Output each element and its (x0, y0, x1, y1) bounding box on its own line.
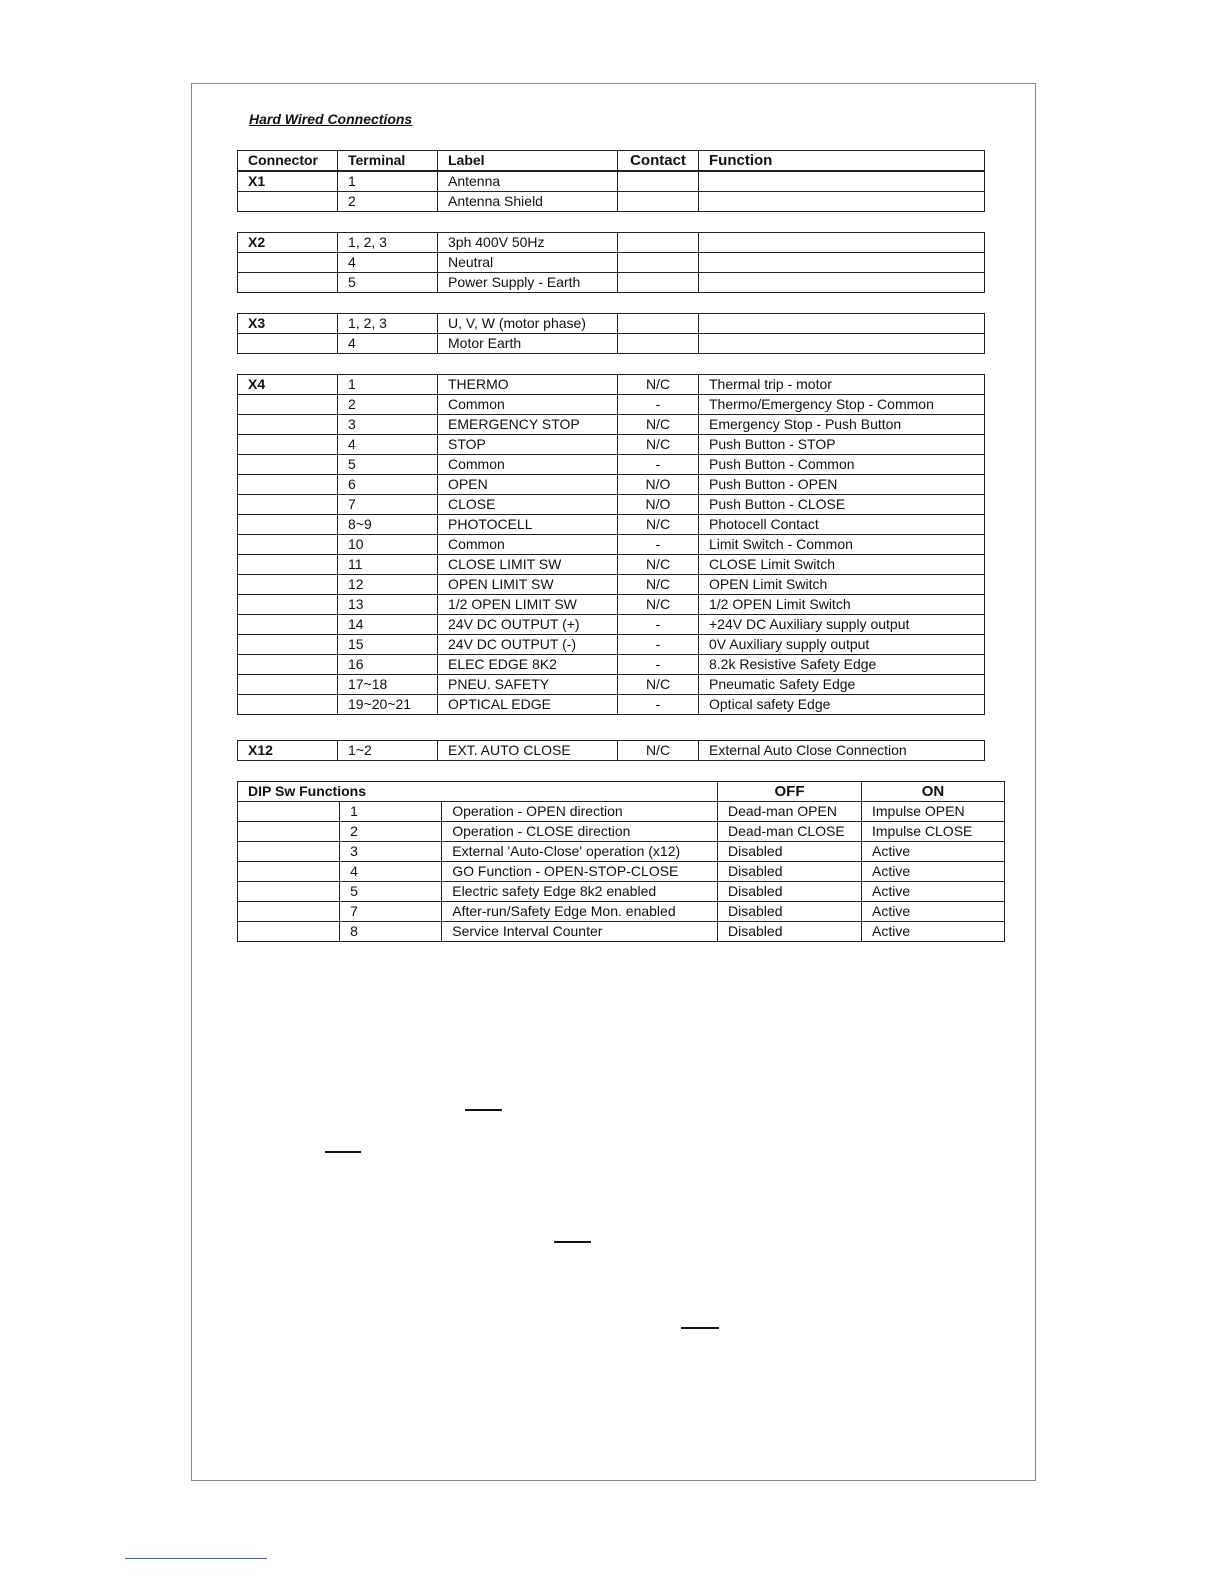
contact-cell: N/C (618, 415, 699, 435)
dip-blank-cell (238, 902, 340, 922)
contact-cell: N/C (618, 555, 699, 575)
contact-cell: - (618, 695, 699, 715)
dip-function-cell: GO Function - OPEN-STOP-CLOSE (442, 862, 718, 882)
contact-cell: N/C (618, 595, 699, 615)
dip-on-header: ON (862, 782, 1005, 802)
function-cell: Push Button - Common (699, 455, 985, 475)
x1-table (237, 171, 985, 212)
dip-on-cell: Active (862, 842, 1005, 862)
header-connector: Connector (238, 151, 338, 171)
dip-off-cell: Disabled (718, 902, 862, 922)
table-row (238, 822, 1005, 842)
terminal-cell: 1, 2, 3 (338, 233, 438, 253)
contact-cell (618, 273, 699, 293)
terminal-cell: 5 (338, 455, 438, 475)
connector-cell (238, 575, 338, 595)
function-cell: CLOSE Limit Switch (699, 555, 985, 575)
table-row (238, 435, 985, 455)
label-cell: 3ph 400V 50Hz (438, 233, 618, 253)
header-function: Function (699, 151, 985, 171)
dip-function-cell: Operation - CLOSE direction (442, 822, 718, 842)
terminal-cell: 4 (338, 334, 438, 354)
terminal-cell: 1, 2, 3 (338, 314, 438, 334)
contact-cell: - (618, 535, 699, 555)
document-title: Hard Wired Connections (249, 111, 413, 127)
connector-cell: X3 (238, 314, 338, 334)
dip-switch-cell: 3 (340, 842, 442, 862)
connector-cell: X1 (238, 172, 338, 192)
dip-on-cell: Impulse CLOSE (862, 822, 1005, 842)
table-row (238, 575, 985, 595)
contact-cell: - (618, 635, 699, 655)
label-cell: Common (438, 395, 618, 415)
contact-cell: N/C (618, 741, 699, 761)
table-row (238, 902, 1005, 922)
dip-off-header: OFF (718, 782, 862, 802)
function-cell: Push Button - CLOSE (699, 495, 985, 515)
terminal-cell: 12 (338, 575, 438, 595)
connector-cell (238, 435, 338, 455)
dip-on-cell: Active (862, 882, 1005, 902)
function-cell: Thermal trip - motor (699, 375, 985, 395)
dip-off-cell: Disabled (718, 862, 862, 882)
terminal-cell: 6 (338, 475, 438, 495)
table-row (238, 862, 1005, 882)
table-row (238, 741, 985, 761)
dip-switch-cell: 2 (340, 822, 442, 842)
function-cell: 0V Auxiliary supply output (699, 635, 985, 655)
function-cell (699, 334, 985, 354)
x2-table (237, 232, 985, 293)
label-cell: 1/2 OPEN LIMIT SW (438, 595, 618, 615)
dip-blank-cell (238, 842, 340, 862)
contact-cell: - (618, 615, 699, 635)
connector-cell (238, 595, 338, 615)
table-row (238, 842, 1005, 862)
table-row (238, 415, 985, 435)
contact-cell (618, 253, 699, 273)
table-row (238, 595, 985, 615)
contact-cell: N/C (618, 435, 699, 455)
dip-on-cell: Active (862, 902, 1005, 922)
header-terminal: Terminal (338, 151, 438, 171)
dip-blank-cell (238, 822, 340, 842)
connector-cell: X2 (238, 233, 338, 253)
terminal-cell: 7 (338, 495, 438, 515)
connector-cell (238, 555, 338, 575)
terminal-cell: 2 (338, 192, 438, 212)
dip-blank-cell (238, 862, 340, 882)
function-cell (699, 253, 985, 273)
header-contact: Contact (618, 151, 699, 171)
connector-cell: X4 (238, 375, 338, 395)
overline-mark (325, 1151, 361, 1153)
dip-header-row (238, 782, 1005, 802)
function-cell: Photocell Contact (699, 515, 985, 535)
table-row (238, 172, 985, 192)
dip-blank-cell (238, 882, 340, 902)
table-row (238, 273, 985, 293)
contact-cell (618, 192, 699, 212)
dip-function-cell: External 'Auto-Close' operation (x12) (442, 842, 718, 862)
dip-blank-cell (238, 802, 340, 822)
table-row (238, 455, 985, 475)
dip-function-cell: Electric safety Edge 8k2 enabled (442, 882, 718, 902)
header-table (237, 150, 985, 171)
connector-cell (238, 273, 338, 293)
label-cell: 24V DC OUTPUT (-) (438, 635, 618, 655)
connector-cell (238, 635, 338, 655)
connector-cell (238, 415, 338, 435)
terminal-cell: 5 (338, 273, 438, 293)
dip-on-cell: Impulse OPEN (862, 802, 1005, 822)
function-cell (699, 172, 985, 192)
connector-cell (238, 495, 338, 515)
label-cell: OPTICAL EDGE (438, 695, 618, 715)
table-row (238, 233, 985, 253)
function-cell (699, 192, 985, 212)
dip-function-cell: Operation - OPEN direction (442, 802, 718, 822)
dip-off-cell: Disabled (718, 922, 862, 942)
dip-switch-cell: 8 (340, 922, 442, 942)
contact-cell: N/C (618, 675, 699, 695)
dip-table (237, 781, 1005, 942)
table-row (238, 192, 985, 212)
terminal-cell: 3 (338, 415, 438, 435)
terminal-cell: 15 (338, 635, 438, 655)
table-row (238, 475, 985, 495)
terminal-cell: 2 (338, 395, 438, 415)
function-cell: Pneumatic Safety Edge (699, 675, 985, 695)
function-cell: Push Button - OPEN (699, 475, 985, 495)
overline-mark (554, 1241, 591, 1243)
contact-cell (618, 334, 699, 354)
terminal-cell: 4 (338, 435, 438, 455)
contact-cell: N/O (618, 495, 699, 515)
terminal-cell: 14 (338, 615, 438, 635)
connector-cell (238, 655, 338, 675)
label-cell: Power Supply - Earth (438, 273, 618, 293)
dip-function-cell: Service Interval Counter (442, 922, 718, 942)
table-row (238, 395, 985, 415)
terminal-cell: 16 (338, 655, 438, 675)
terminal-cell: 1 (338, 375, 438, 395)
overline-mark (681, 1327, 719, 1329)
dip-off-cell: Dead-man CLOSE (718, 822, 862, 842)
connector-cell (238, 334, 338, 354)
label-cell: U, V, W (motor phase) (438, 314, 618, 334)
terminal-cell: 17~18 (338, 675, 438, 695)
dip-function-cell: After-run/Safety Edge Mon. enabled (442, 902, 718, 922)
connector-cell (238, 675, 338, 695)
contact-cell (618, 314, 699, 334)
dip-on-cell: Active (862, 922, 1005, 942)
dip-blank-cell (238, 922, 340, 942)
contact-cell: - (618, 455, 699, 475)
connector-cell (238, 615, 338, 635)
label-cell: Motor Earth (438, 334, 618, 354)
terminal-cell: 19~20~21 (338, 695, 438, 715)
function-cell: OPEN Limit Switch (699, 575, 985, 595)
label-cell: CLOSE (438, 495, 618, 515)
table-row (238, 495, 985, 515)
contact-cell: N/O (618, 475, 699, 495)
connector-cell (238, 535, 338, 555)
connector-cell (238, 253, 338, 273)
label-cell: Common (438, 535, 618, 555)
table-row (238, 535, 985, 555)
contact-cell (618, 172, 699, 192)
function-cell (699, 273, 985, 293)
label-cell: PHOTOCELL (438, 515, 618, 535)
overline-mark (465, 1109, 502, 1111)
label-cell: Common (438, 455, 618, 475)
function-cell: Push Button - STOP (699, 435, 985, 455)
function-cell: Limit Switch - Common (699, 535, 985, 555)
function-cell: Thermo/Emergency Stop - Common (699, 395, 985, 415)
table-row (238, 802, 1005, 822)
dip-header: DIP Sw Functions (238, 782, 718, 802)
connector-cell (238, 695, 338, 715)
dip-off-cell: Disabled (718, 842, 862, 862)
terminal-cell: 8~9 (338, 515, 438, 535)
label-cell: ELEC EDGE 8K2 (438, 655, 618, 675)
label-cell: Antenna (438, 172, 618, 192)
table-row (238, 253, 985, 273)
terminal-cell: 11 (338, 555, 438, 575)
label-cell: 24V DC OUTPUT (+) (438, 615, 618, 635)
label-cell: Neutral (438, 253, 618, 273)
label-cell: PNEU. SAFETY (438, 675, 618, 695)
dip-switch-cell: 5 (340, 882, 442, 902)
dip-off-cell: Dead-man OPEN (718, 802, 862, 822)
function-cell: External Auto Close Connection (699, 741, 985, 761)
dip-switch-cell: 1 (340, 802, 442, 822)
label-cell: EMERGENCY STOP (438, 415, 618, 435)
terminal-cell: 13 (338, 595, 438, 615)
connector-cell (238, 455, 338, 475)
label-cell: THERMO (438, 375, 618, 395)
table-row (238, 515, 985, 535)
label-cell: OPEN (438, 475, 618, 495)
function-cell: Optical safety Edge (699, 695, 985, 715)
label-cell: Antenna Shield (438, 192, 618, 212)
connector-cell (238, 395, 338, 415)
connector-cell (238, 475, 338, 495)
x3-table (237, 313, 985, 354)
function-cell: +24V DC Auxiliary supply output (699, 615, 985, 635)
header-row (238, 151, 985, 171)
terminal-cell: 4 (338, 253, 438, 273)
table-row (238, 615, 985, 635)
connector-cell (238, 192, 338, 212)
dip-switch-cell: 4 (340, 862, 442, 882)
terminal-cell: 10 (338, 535, 438, 555)
contact-cell (618, 233, 699, 253)
contact-cell: N/C (618, 575, 699, 595)
contact-cell: N/C (618, 375, 699, 395)
x12-table (237, 740, 985, 761)
table-row (238, 555, 985, 575)
label-cell: STOP (438, 435, 618, 455)
footer-rule (125, 1558, 267, 1559)
x4-table (237, 374, 985, 715)
label-cell: CLOSE LIMIT SW (438, 555, 618, 575)
table-row (238, 314, 985, 334)
dip-switch-cell: 7 (340, 902, 442, 922)
table-row (238, 675, 985, 695)
contact-cell: N/C (618, 515, 699, 535)
table-row (238, 635, 985, 655)
contact-cell: - (618, 395, 699, 415)
terminal-cell: 1 (338, 172, 438, 192)
table-row (238, 334, 985, 354)
function-cell: Emergency Stop - Push Button (699, 415, 985, 435)
table-row (238, 375, 985, 395)
function-cell: 8.2k Resistive Safety Edge (699, 655, 985, 675)
terminal-cell: 1~2 (338, 741, 438, 761)
connector-cell (238, 515, 338, 535)
label-cell: OPEN LIMIT SW (438, 575, 618, 595)
table-row (238, 695, 985, 715)
table-row (238, 922, 1005, 942)
label-cell: EXT. AUTO CLOSE (438, 741, 618, 761)
function-cell: 1/2 OPEN Limit Switch (699, 595, 985, 615)
table-row (238, 882, 1005, 902)
function-cell (699, 233, 985, 253)
header-label: Label (438, 151, 618, 171)
dip-off-cell: Disabled (718, 882, 862, 902)
table-row (238, 655, 985, 675)
function-cell (699, 314, 985, 334)
dip-on-cell: Active (862, 862, 1005, 882)
contact-cell: - (618, 655, 699, 675)
connector-cell: X12 (238, 741, 338, 761)
